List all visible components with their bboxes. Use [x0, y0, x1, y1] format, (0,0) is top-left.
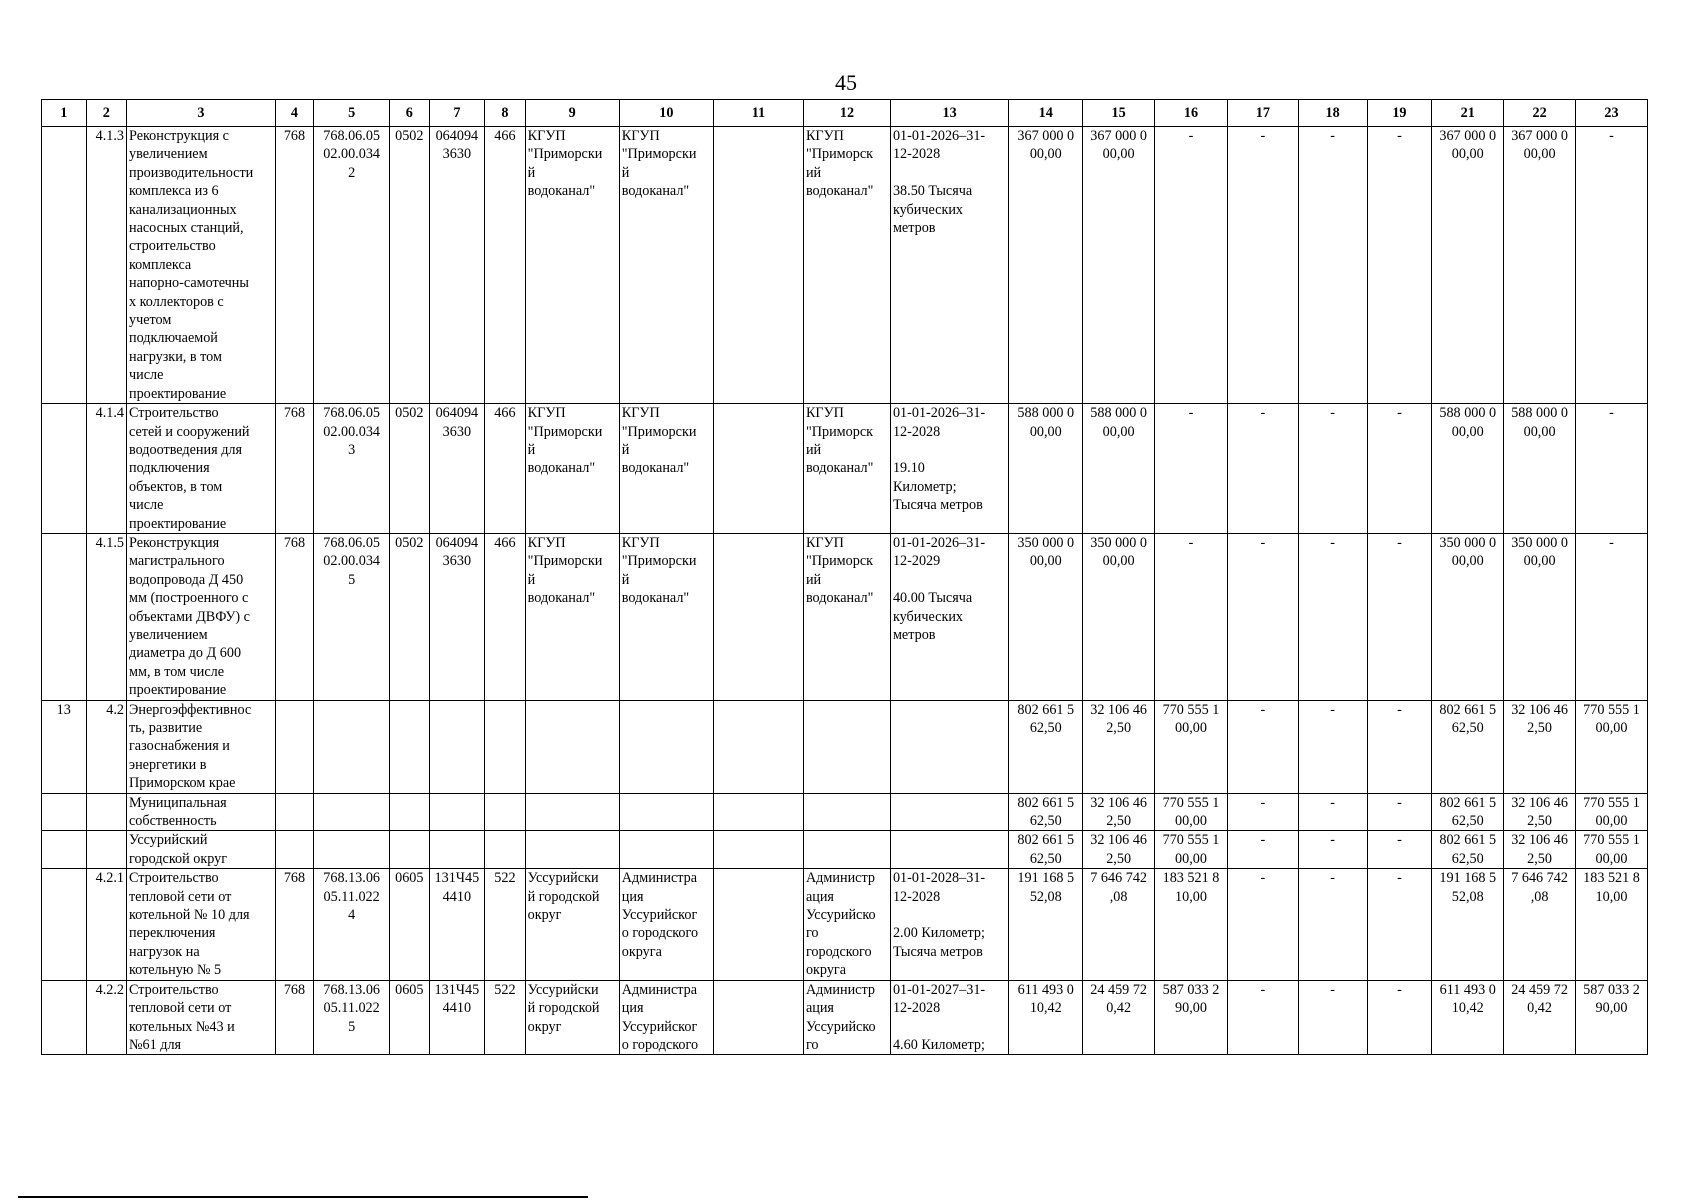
cell-col-22: 367 000 0 00,00	[1504, 127, 1576, 404]
cell-item-number: 4.2	[86, 700, 126, 793]
cell-executor: КГУП "Приморск ий водоканал"	[803, 533, 890, 700]
cell-period-capacity: 01-01-2026–31- 12-2028 38.50 Тысяча кубических метров	[890, 127, 1008, 404]
cell-col-23: -	[1576, 127, 1648, 404]
table-row	[42, 869, 1648, 980]
table-row	[42, 980, 1648, 1055]
cell-col-19: -	[1367, 700, 1432, 793]
cell-col-22: 588 000 0 00,00	[1504, 404, 1576, 534]
cell-col-15: 32 106 46 2,50	[1083, 700, 1155, 793]
cell-col-17: -	[1227, 980, 1298, 1055]
column-header-9: 9	[525, 100, 619, 127]
cell-col-23: -	[1576, 533, 1648, 700]
footnote-divider	[18, 1196, 588, 1198]
column-header-1: 1	[42, 100, 87, 127]
cell-col-21: 802 661 5 62,50	[1432, 700, 1504, 793]
cell-col-16: 770 555 1 00,00	[1155, 793, 1228, 831]
cell-item-number: 4.2.2	[86, 980, 126, 1055]
cell-row-index	[42, 869, 87, 980]
cell-code-7: 064094 3630	[429, 127, 485, 404]
cell-customer: КГУП "Приморски й водоканал"	[619, 533, 713, 700]
cell-code-8	[485, 831, 525, 869]
table-row	[42, 831, 1648, 869]
cell-code-5	[314, 793, 390, 831]
cell-total: 802 661 5 62,50	[1009, 700, 1083, 793]
cell-period-capacity	[890, 831, 1008, 869]
cell-col-19: -	[1367, 980, 1432, 1055]
cell-col-22: 32 106 46 2,50	[1504, 831, 1576, 869]
cell-customer: КГУП "Приморски й водоканал"	[619, 127, 713, 404]
cell-executor: Администр ация Уссурийско го городского округа	[803, 869, 890, 980]
cell-code-7: 064094 3630	[429, 404, 485, 534]
cell-col-19: -	[1367, 831, 1432, 869]
table-row	[42, 793, 1648, 831]
cell-col-22: 7 646 742 ,08	[1504, 869, 1576, 980]
cell-period-capacity: 01-01-2027–31- 12-2028 4.60 Километр;	[890, 980, 1008, 1055]
cell-col-19: -	[1367, 127, 1432, 404]
cell-code-8: 522	[485, 980, 525, 1055]
cell-col-17: -	[1227, 533, 1298, 700]
column-header-2: 2	[86, 100, 126, 127]
table-row	[42, 404, 1648, 534]
cell-item-number	[86, 793, 126, 831]
cell-col-18: -	[1298, 404, 1367, 534]
cell-code-5: 768.06.05 02.00.034 2	[314, 127, 390, 404]
cell-code-6: 0605	[390, 980, 429, 1055]
cell-code-7	[429, 793, 485, 831]
budget-table	[41, 99, 1648, 1055]
cell-total: 802 661 5 62,50	[1009, 831, 1083, 869]
cell-col-18: -	[1298, 127, 1367, 404]
cell-item-name: Муниципальная собственность	[126, 793, 275, 831]
cell-item-number	[86, 831, 126, 869]
cell-row-index	[42, 127, 87, 404]
cell-executor	[803, 831, 890, 869]
cell-executor	[803, 700, 890, 793]
cell-item-name: Реконструкция магистрального водопровода Д 450 мм (построенного с объектами ДВФУ) с увеличением диаметра до Д 600 мм, в том числе проектирование	[126, 533, 275, 700]
cell-row-index: 13	[42, 700, 87, 793]
table-row	[42, 700, 1648, 793]
cell-col-16: 770 555 1 00,00	[1155, 831, 1228, 869]
cell-total: 588 000 0 00,00	[1009, 404, 1083, 534]
cell-code-6	[390, 700, 429, 793]
cell-col-15: 32 106 46 2,50	[1083, 793, 1155, 831]
cell-code-5	[314, 700, 390, 793]
cell-code-8: 466	[485, 404, 525, 534]
cell-col-16: 587 033 2 90,00	[1155, 980, 1228, 1055]
cell-total: 802 661 5 62,50	[1009, 793, 1083, 831]
cell-code-7	[429, 700, 485, 793]
cell-col-15: 32 106 46 2,50	[1083, 831, 1155, 869]
cell-code-4: 768	[275, 533, 313, 700]
cell-code-4: 768	[275, 869, 313, 980]
cell-col-18: -	[1298, 831, 1367, 869]
cell-col-19: -	[1367, 404, 1432, 534]
column-header-23: 23	[1576, 100, 1648, 127]
cell-period-capacity	[890, 793, 1008, 831]
cell-col-17: -	[1227, 793, 1298, 831]
cell-col-16: -	[1155, 533, 1228, 700]
column-header-21: 21	[1432, 100, 1504, 127]
cell-col-15: 24 459 72 0,42	[1083, 980, 1155, 1055]
cell-col-17: -	[1227, 869, 1298, 980]
column-header-22: 22	[1504, 100, 1576, 127]
column-header-5: 5	[314, 100, 390, 127]
cell-item-number: 4.1.4	[86, 404, 126, 534]
cell-recipient: Уссурийски й городской округ	[525, 869, 619, 980]
cell-col-23: 770 555 1 00,00	[1576, 793, 1648, 831]
cell-col-23: 183 521 8 10,00	[1576, 869, 1648, 980]
column-header-18: 18	[1298, 100, 1367, 127]
cell-executor: КГУП "Приморск ий водоканал"	[803, 404, 890, 534]
cell-col-22: 32 106 46 2,50	[1504, 793, 1576, 831]
cell-code-4: 768	[275, 127, 313, 404]
column-header-15: 15	[1083, 100, 1155, 127]
cell-code-5: 768.06.05 02.00.034 3	[314, 404, 390, 534]
column-header-6: 6	[390, 100, 429, 127]
cell-col-19: -	[1367, 869, 1432, 980]
cell-code-6: 0502	[390, 533, 429, 700]
column-header-17: 17	[1227, 100, 1298, 127]
column-header-10: 10	[619, 100, 713, 127]
cell-col-18: -	[1298, 869, 1367, 980]
cell-item-name: Уссурийский городской округ	[126, 831, 275, 869]
cell-total: 350 000 0 00,00	[1009, 533, 1083, 700]
table-row	[42, 533, 1648, 700]
cell-code-8: 522	[485, 869, 525, 980]
cell-col-23: 770 555 1 00,00	[1576, 831, 1648, 869]
column-header-16: 16	[1155, 100, 1228, 127]
cell-code-4	[275, 793, 313, 831]
column-header-3: 3	[126, 100, 275, 127]
cell-total: 367 000 0 00,00	[1009, 127, 1083, 404]
cell-total: 191 168 5 52,08	[1009, 869, 1083, 980]
column-header-12: 12	[803, 100, 890, 127]
cell-col-17: -	[1227, 831, 1298, 869]
cell-code-6: 0502	[390, 404, 429, 534]
cell-recipient: Уссурийски й городской округ	[525, 980, 619, 1055]
cell-code-6: 0605	[390, 869, 429, 980]
cell-item-name: Строительство тепловой сети от котельных №43 и №61 для	[126, 980, 275, 1055]
cell-col-21: 588 000 0 00,00	[1432, 404, 1504, 534]
cell-recipient	[525, 700, 619, 793]
cell-col-23: 587 033 2 90,00	[1576, 980, 1648, 1055]
cell-col-11	[713, 404, 803, 534]
column-number-row	[42, 100, 1648, 127]
cell-col-11	[713, 831, 803, 869]
column-header-7: 7	[429, 100, 485, 127]
cell-code-8: 466	[485, 533, 525, 700]
column-header-4: 4	[275, 100, 313, 127]
cell-col-16: -	[1155, 404, 1228, 534]
cell-col-17: -	[1227, 700, 1298, 793]
cell-period-capacity: 01-01-2028–31- 12-2028 2.00 Километр; Тысяча метров	[890, 869, 1008, 980]
cell-code-5	[314, 831, 390, 869]
cell-customer: Администра ция Уссурийског о городского	[619, 980, 713, 1055]
cell-col-11	[713, 793, 803, 831]
column-header-19: 19	[1367, 100, 1432, 127]
cell-recipient: КГУП "Приморски й водоканал"	[525, 404, 619, 534]
cell-row-index	[42, 980, 87, 1055]
cell-col-23: 770 555 1 00,00	[1576, 700, 1648, 793]
cell-row-index	[42, 793, 87, 831]
cell-code-4	[275, 831, 313, 869]
cell-col-21: 367 000 0 00,00	[1432, 127, 1504, 404]
cell-code-4	[275, 700, 313, 793]
cell-item-name: Строительство тепловой сети от котельной № 10 для переключения нагрузок на котельную № 5	[126, 869, 275, 980]
cell-col-16: -	[1155, 127, 1228, 404]
cell-customer: КГУП "Приморски й водоканал"	[619, 404, 713, 534]
cell-col-19: -	[1367, 533, 1432, 700]
cell-customer	[619, 700, 713, 793]
cell-customer	[619, 831, 713, 869]
cell-col-22: 32 106 46 2,50	[1504, 700, 1576, 793]
cell-code-4: 768	[275, 980, 313, 1055]
cell-recipient	[525, 831, 619, 869]
cell-col-15: 7 646 742 ,08	[1083, 869, 1155, 980]
column-header-8: 8	[485, 100, 525, 127]
cell-col-18: -	[1298, 980, 1367, 1055]
cell-executor: Администр ация Уссурийско го	[803, 980, 890, 1055]
cell-col-15: 588 000 0 00,00	[1083, 404, 1155, 534]
cell-recipient	[525, 793, 619, 831]
cell-col-15: 367 000 0 00,00	[1083, 127, 1155, 404]
cell-col-11	[713, 869, 803, 980]
cell-recipient: КГУП "Приморски й водоканал"	[525, 127, 619, 404]
cell-code-6: 0502	[390, 127, 429, 404]
cell-customer	[619, 793, 713, 831]
cell-col-16: 770 555 1 00,00	[1155, 700, 1228, 793]
cell-col-21: 802 661 5 62,50	[1432, 793, 1504, 831]
page-number: 45	[835, 70, 857, 95]
cell-code-6	[390, 793, 429, 831]
cell-code-8	[485, 700, 525, 793]
cell-code-4: 768	[275, 404, 313, 534]
cell-col-11	[713, 980, 803, 1055]
table-row	[42, 127, 1648, 404]
cell-col-22: 350 000 0 00,00	[1504, 533, 1576, 700]
cell-item-name: Энергоэффективнос ть, развитие газоснабжения и энергетики в Приморском крае	[126, 700, 275, 793]
cell-row-index	[42, 404, 87, 534]
cell-item-name: Строительство сетей и сооружений водоотведения для подключения объектов, в том числе проектирование	[126, 404, 275, 534]
cell-col-21: 802 661 5 62,50	[1432, 831, 1504, 869]
column-header-13: 13	[890, 100, 1008, 127]
cell-col-18: -	[1298, 793, 1367, 831]
cell-code-7: 131Ч45 4410	[429, 869, 485, 980]
cell-recipient: КГУП "Приморски й водоканал"	[525, 533, 619, 700]
cell-col-21: 611 493 0 10,42	[1432, 980, 1504, 1055]
cell-period-capacity	[890, 700, 1008, 793]
cell-row-index	[42, 533, 87, 700]
cell-item-name: Реконструкция с увеличением производительности комплекса из 6 канализационных насосных станций, строительство комплекса напорно-самотечны х коллекторов с учетом подключаемой нагрузки, в том числе проектирование	[126, 127, 275, 404]
cell-code-7: 131Ч45 4410	[429, 980, 485, 1055]
cell-period-capacity: 01-01-2026–31- 12-2028 19.10 Километр; Тысяча метров	[890, 404, 1008, 534]
cell-col-21: 350 000 0 00,00	[1432, 533, 1504, 700]
cell-period-capacity: 01-01-2026–31- 12-2029 40.00 Тысяча кубических метров	[890, 533, 1008, 700]
cell-col-18: -	[1298, 533, 1367, 700]
cell-item-number: 4.1.3	[86, 127, 126, 404]
cell-code-7	[429, 831, 485, 869]
cell-col-17: -	[1227, 404, 1298, 534]
cell-col-19: -	[1367, 793, 1432, 831]
cell-executor: КГУП "Приморск ий водоканал"	[803, 127, 890, 404]
cell-col-15: 350 000 0 00,00	[1083, 533, 1155, 700]
cell-col-11	[713, 700, 803, 793]
cell-code-8: 466	[485, 127, 525, 404]
cell-col-11	[713, 533, 803, 700]
cell-item-number: 4.1.5	[86, 533, 126, 700]
cell-col-16: 183 521 8 10,00	[1155, 869, 1228, 980]
cell-code-5: 768.13.06 05.11.022 4	[314, 869, 390, 980]
cell-item-number: 4.2.1	[86, 869, 126, 980]
cell-col-18: -	[1298, 700, 1367, 793]
cell-code-8	[485, 793, 525, 831]
cell-col-11	[713, 127, 803, 404]
cell-customer: Администра ция Уссурийског о городского округа	[619, 869, 713, 980]
cell-col-23: -	[1576, 404, 1648, 534]
cell-total: 611 493 0 10,42	[1009, 980, 1083, 1055]
cell-executor	[803, 793, 890, 831]
cell-col-22: 24 459 72 0,42	[1504, 980, 1576, 1055]
column-header-14: 14	[1009, 100, 1083, 127]
column-header-11: 11	[713, 100, 803, 127]
cell-col-21: 191 168 5 52,08	[1432, 869, 1504, 980]
cell-code-7: 064094 3630	[429, 533, 485, 700]
cell-code-5: 768.06.05 02.00.034 5	[314, 533, 390, 700]
cell-code-5: 768.13.06 05.11.022 5	[314, 980, 390, 1055]
cell-row-index	[42, 831, 87, 869]
cell-col-17: -	[1227, 127, 1298, 404]
cell-code-6	[390, 831, 429, 869]
